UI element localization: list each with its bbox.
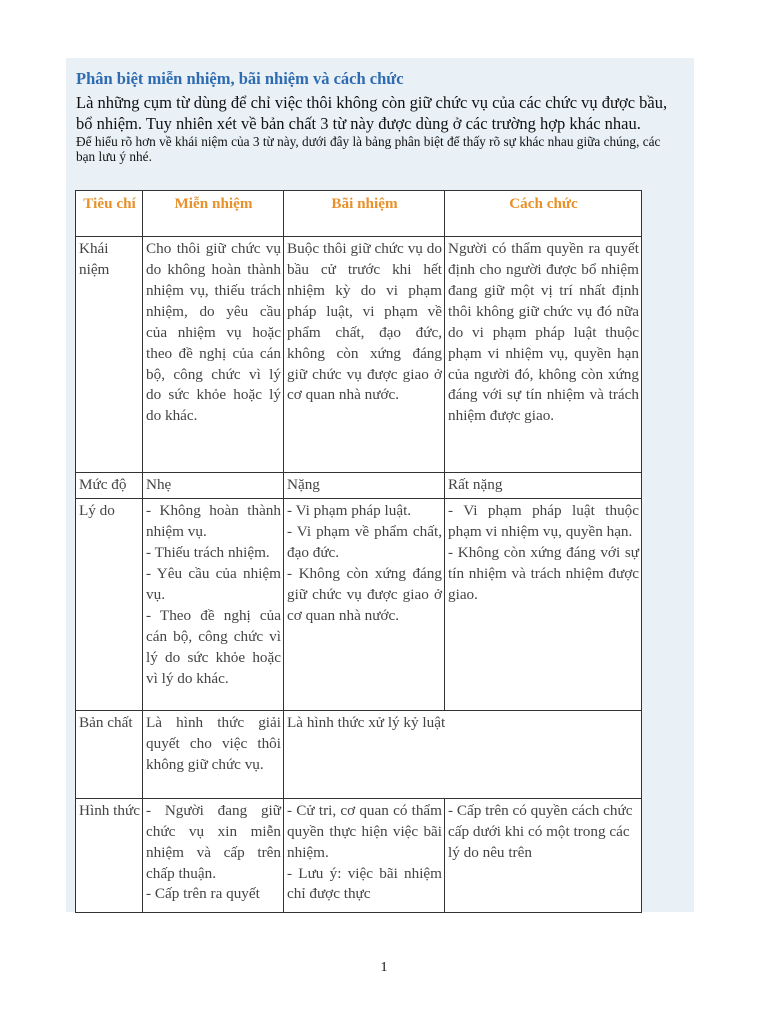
cell-line: - Cấp trên ra quyết xyxy=(146,885,260,903)
table-header-row xyxy=(76,191,642,237)
comparison-table xyxy=(75,190,642,913)
cell-line: Cho thôi giữ chức vụ do không hoàn thành nhiệm vụ, thiếu trách nhiệm, do yêu cầu của nhiệm vụ hoặc theo đề nghị của cán bộ, công chức vì lý do sức khỏe hoặc lý do khác. xyxy=(146,240,281,425)
criterion-cell: Hình thức xyxy=(76,798,143,912)
cell-line: - Theo đề nghị của cán bộ, công chức vì lý do sức khỏe hoặc vì lý do khác. xyxy=(146,606,281,687)
intro-paragraph: Là những cụm từ dùng để chỉ việc thôi không còn giữ chức vụ của các chức vụ được bầu, bổ nhiệm. Tuy nhiên xét về bản chất 3 từ này được dùng ở các trường hợp khác nhau. xyxy=(76,93,668,133)
cell-line: - Vi phạm pháp luật. xyxy=(287,502,412,520)
document-body xyxy=(76,66,672,164)
header-bai-nhiem: Bãi nhiệm xyxy=(284,191,445,237)
bai-nhiem-cell xyxy=(284,237,445,473)
criterion-cell: Bản chất xyxy=(76,710,143,798)
cell-line: - Người đang giữ chức vụ xin miễn nhiệm và cấp trên chấp thuận. xyxy=(146,801,281,882)
mien-nhiem-cell: Là hình thức giải quyết cho việc thôi không giữ chức vụ. xyxy=(143,710,284,798)
table-row xyxy=(76,237,642,473)
cell-line: - Vi phạm pháp luật thuộc phạm vi nhiệm vụ, quyền hạn. xyxy=(448,502,639,541)
cach-chuc-cell xyxy=(445,237,642,473)
cell-line: - Không còn xứng đáng giữ chức vụ được giao ở cơ quan nhà nước. xyxy=(287,565,442,624)
cell-line: - Yêu cầu của nhiệm vụ. xyxy=(146,565,281,604)
cell-line: - Lưu ý: việc bãi nhiệm chỉ được thực xyxy=(287,864,442,903)
cell-line: - Thiếu trách nhiệm. xyxy=(146,544,270,562)
page-number: 1 xyxy=(380,960,388,975)
cell-line: Buộc thôi giữ chức vụ do bầu cử trước khi hết nhiệm kỳ do vi phạm pháp luật, vi phạm về phẩm chất, đạo đức, không còn xứng đáng giữ chức vụ được giao ở cơ quan nhà nước. xyxy=(287,240,442,404)
criterion-cell: Lý do xyxy=(76,499,143,710)
cach-chuc-cell xyxy=(445,499,642,710)
mien-nhiem-cell xyxy=(143,499,284,710)
cell-line: - Vi phạm về phẩm chất, đạo đức. xyxy=(287,523,442,562)
mien-nhiem-cell xyxy=(143,798,284,912)
bai-nhiem-cell xyxy=(284,798,445,912)
cach-chuc-cell xyxy=(445,798,642,912)
document-heading: Phân biệt miễn nhiệm, bãi nhiệm và cách chức xyxy=(76,69,404,88)
header-cach-chuc: Cách chức xyxy=(445,191,642,237)
cach-chuc-cell: Rất nặng xyxy=(445,473,642,499)
table-row xyxy=(76,710,642,798)
cell-line: - Không còn xứng đáng với sự tín nhiệm và trách nhiệm được giao. xyxy=(448,544,639,604)
bai-cach-merged-cell: Là hình thức xử lý kỷ luật xyxy=(284,710,642,798)
mien-nhiem-cell xyxy=(143,237,284,473)
cell-line: - Cử tri, cơ quan có thẩm quyền thực hiện việc bãi nhiệm. xyxy=(287,801,442,861)
criterion-cell: Khái niệm xyxy=(76,237,143,473)
cell-line: - Cấp trên có quyền cách chức cấp dưới khi có một trong các lý do nêu trên xyxy=(448,801,633,861)
note-paragraph: Để hiểu rõ hơn về khái niệm của 3 từ này, dưới đây là bảng phân biệt để thấy rõ sự khác nhau giữa chúng, các bạn lưu ý nhé. xyxy=(76,134,661,164)
header-tieu-chi: Tiêu chí xyxy=(76,191,143,237)
criterion-cell: Mức độ xyxy=(76,473,143,499)
bai-nhiem-cell xyxy=(284,499,445,710)
table-row xyxy=(76,499,642,710)
header-mien-nhiem: Miễn nhiệm xyxy=(143,191,284,237)
bai-nhiem-cell: Nặng xyxy=(284,473,445,499)
cell-line: - Không hoàn thành nhiệm vụ. xyxy=(146,502,281,541)
table-row xyxy=(76,798,642,912)
cell-line: Người có thẩm quyền ra quyết định cho người được bổ nhiệm đang giữ một vị trí nhất định thôi không giữ chức vụ đó nữa do vi phạm pháp luật thuộc phạm vi nhiệm vụ, quyền hạn của người đó, không còn xứng đáng với sự tín nhiệm và trách nhiệm được giao. xyxy=(448,240,639,425)
mien-nhiem-cell: Nhẹ xyxy=(143,473,284,499)
table-row xyxy=(76,473,642,499)
